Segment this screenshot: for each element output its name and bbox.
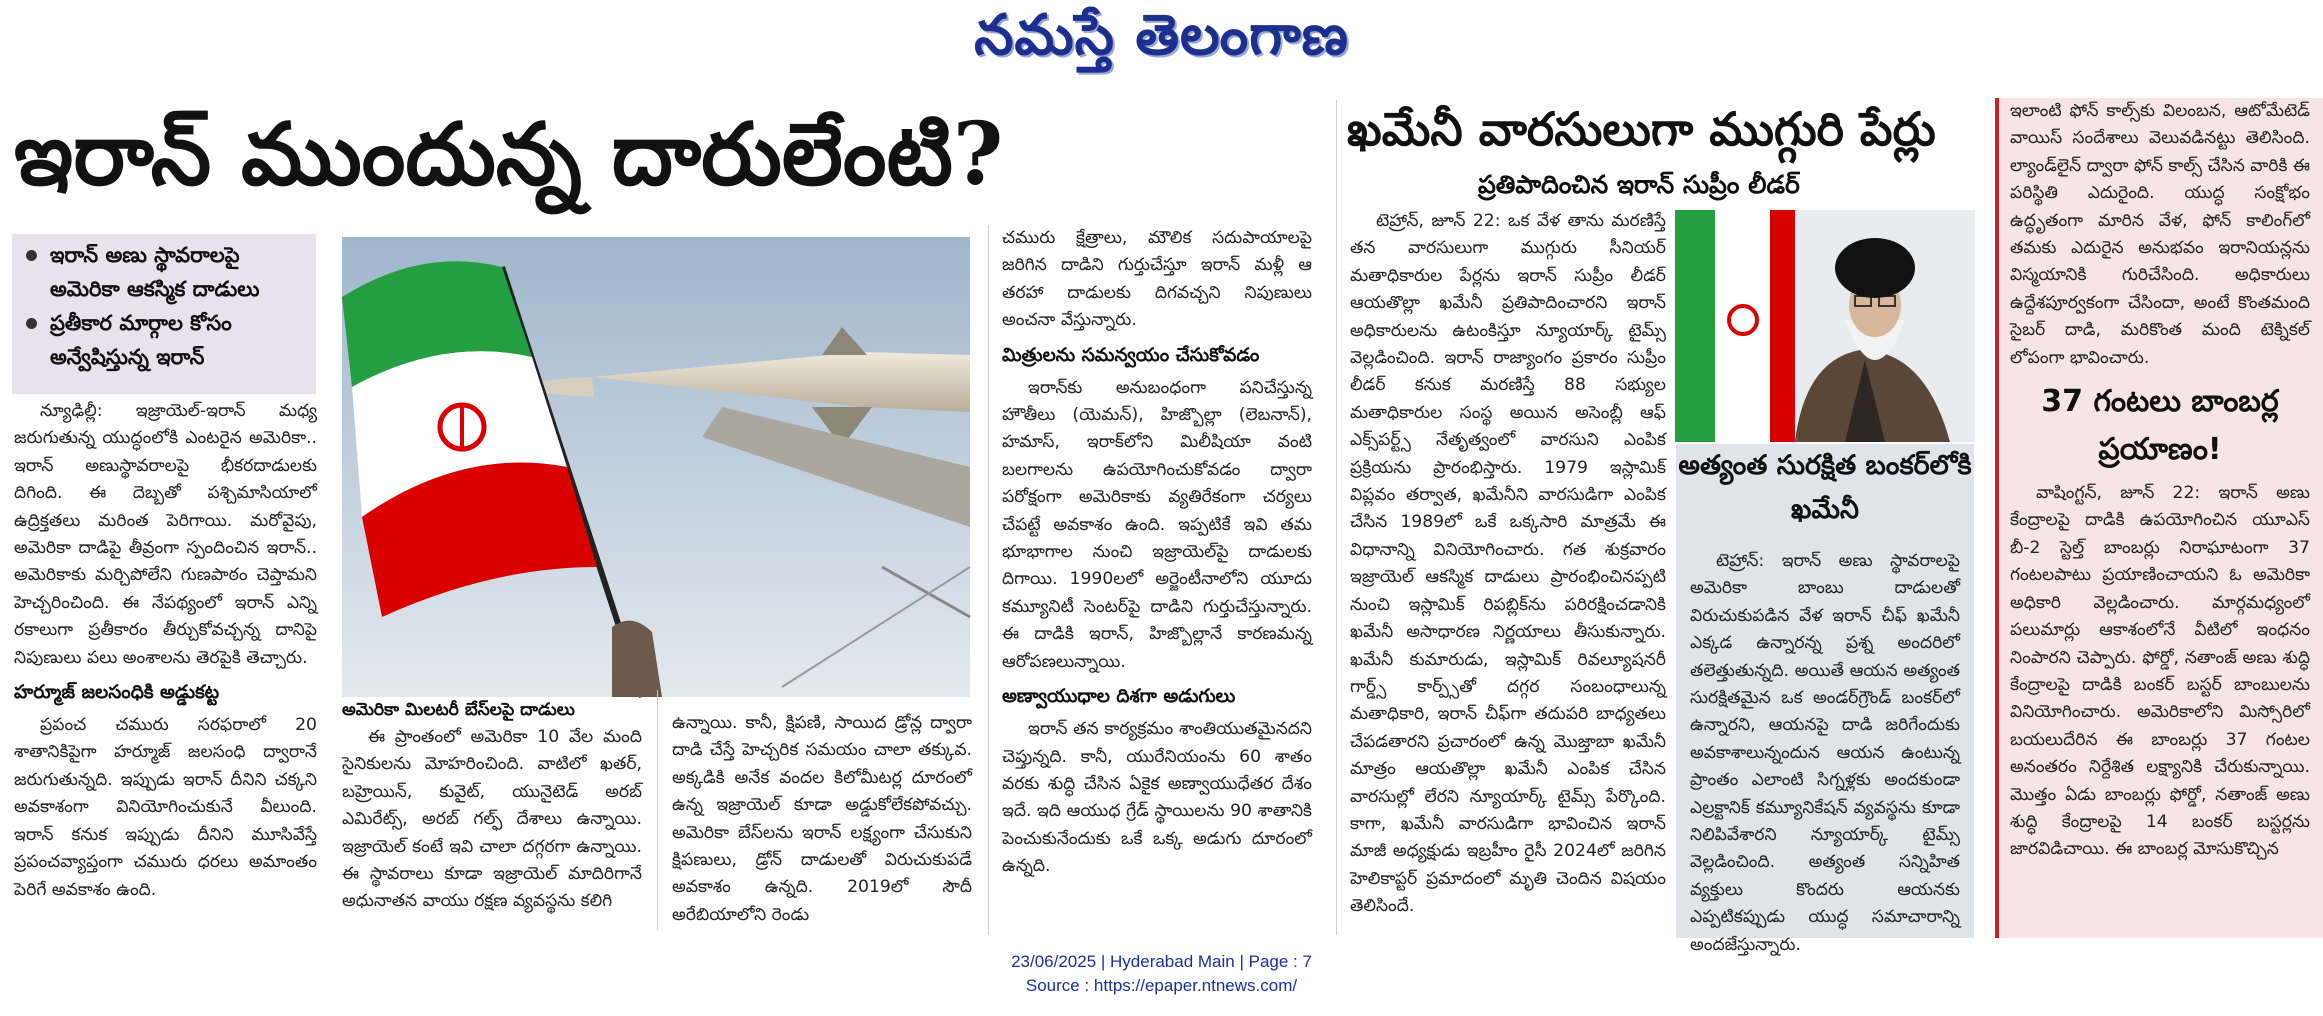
article-paragraph: చమురు క్షేత్రాలు, మౌలిక సదుపాయాలపై జరిగిన దాడిని గుర్తుచేస్తూ ఇరాన్ మళ్లీ ఆ తరహా దాడులకు దిగవచ్చని నిపుణులు అంచనా వేస్తున్నారు. — [1002, 228, 1312, 331]
article-paragraph: టెహ్రాన్: ఇరాన్ అణు స్థావరాలపై అమెరికా బాంబు దాడులతో విరుచుకుపడిన వేళ ఇరాన్ చీఫ్ ఖమేనీ ఎక్కడ ఉన్నారన్న ప్రశ్న అందరిలో తలెత్తుతున్నది. అయితే ఆయన అత్యంత సురక్షితమైన ఒక అండర్‌గ్రౌండ్ బంకర్‌లో ఉన్నారని, ఆయనపై దాడి జరిగేందుకు అవకాశాలున్నందున ఆయన ఉంటున్న ప్రాంతం ఎలాంటి సిగ్నళ్లకు అందకుండా ఎల్రక్టానిక్ కమ్యూనికేషన్ వ్యవస్థను కూడా నిలిపివేశారని న్యూయార్క్ టైమ్స్ వెల్లడించింది. అత్యంత సన్నిహిత వ్యక్తులు కొందరు ఆయనకు ఎప్పటికప్పుడు యుద్ధ సమాచారాన్ని అందజేస్తున్నారు. — [1690, 551, 1960, 955]
column-divider — [657, 690, 658, 930]
masthead-logo: నమస్తే తెలంగాణ — [974, 2, 1349, 68]
section-subhead: హర్మూజ్ జలసంధికి అడ్డుకట్ట — [14, 682, 220, 704]
side-story-body — [1350, 208, 1666, 921]
article-column-4 — [1002, 225, 1312, 881]
article-paragraph: న్యూఢిల్లీ: ఇజ్రాయెల్-ఇరాన్ మధ్య జరుగుతున్న యుద్ధంలోకి ఎంటరైన అమెరికా.. ఇరాన్ అణుస్థావరాలపై భీకరదాడులకు దిగింది. ఈ దెబ్బతో పశ్చిమాసియాలో ఉద్రిక్తతలు మరింత పెరిగాయి. మరోవైపు, అమెరికా దాడిపై తీవ్రంగా స్పందించిన ఇరాన్.. అమెరికాకు మర్చిపోలేని గుణపాఠం చెప్తామని హెచ్చరించింది. ఈ నేపథ్యంలో ఇరాన్ ఎన్ని రకాలుగా ప్రతీకారం తీర్చుకోవచ్చన్న దానిపై నిపుణులు పలు అంశాలను తెరపైకి తెచ్చారు. — [14, 401, 317, 668]
page-footer — [0, 950, 2323, 998]
article-paragraph: ఉన్నాయి. కానీ, క్షిపణి, సాయిద డ్రోన్ల ద్వారా దాడి చేస్తే హెచ్చరిక సమయం చాలా తక్కువ. అక్కడికి అనేక వందల కిలోమీటర్ల దూరంలో ఉన్న ఇజ్రాయెల్ కూడా అడ్డుకోలేకపోవచ్చు. అమెరికా బేస్‌లను ఇరాన్ లక్ష్యంగా చేసుకుని క్షిపణులు, డ్రోన్ దాడులతో విరుచుకుపడే అవకాశం ఉన్నది. 2019లో సౌదీ అరేబియాలోని రెండు — [672, 713, 972, 925]
article-paragraph: టెహ్రాన్, జూన్ 22: ఒక వేళ తాను మరణిస్తే తన వారసులుగా ముగ్గురు సీనియర్ మతాధికారుల పేర్లను ఇరాన్ సుప్రీం లీడర్ ఆయతొల్లా ఖమేనీ ప్రతిపాదించారని ఇరాన్ అధికారులను ఉటంకిస్తూ న్యూయార్క్ టైమ్స్ వెల్లడించింది. ఇరాన్ రాజ్యాంగం ప్రకారం సుప్రీం లీడర్ కనుక మరణిస్తే 88 సభ్యుల మతాధికారుల సంస్థ అయిన అసెంబ్లీ ఆఫ్ ఎక్స్‌పర్ట్స్ నేతృత్వంలో వారసుని ఎంపిక ప్రక్రియను ప్రారంభిస్తారు. 1979 ఇస్లామిక్ విప్లవం తర్వాత, ఖమేనీని వారసుడిగా ఎంపిక చేసిన 1989లో ఒకే ఒక్కసారి మాత్రమే ఈ విధానాన్ని వినియోగించారు. గత శుక్రవారం ఇజ్రాయెల్ ఆకస్మిక దాడులు ప్రారంభించినప్పటి నుంచి ఇస్లామిక్ రిపబ్లిక్‌ను పరిరక్షించడానికి ఖమేనీ అసాధారణ నిర్ణయాలు తీసుకున్నారు. ఖమేనీ కుమారుడు, ఇస్లామిక్ రివల్యూషనరీ గార్డ్స్ కార్ప్స్‌తో దగ్గర సంబంధాలున్న మతాధికారి, ఇరాన్ చీఫ్‌గా తదుపరి బాధ్యతలు చేపడతారని ప్రచారంలో ఉన్న మొజ్తాబా ఖమేనీ మాత్రం ఆయతొల్లా ఖమేనీ ఎంపిక చేసిన వారసుల్లో లేరని న్యూయార్క్ టైమ్స్ పేర్కొంది. కాగా, ఖమేనీ వారసుడిగా భావించిన ఇరాన్ మాజీ అధ్యక్షుడు ఇబ్రహీం రైసీ 2024లో జరిగిన హెలికాప్టర్ ప్రమాదంలో మృతి చెందిన విషయం తెలిసిందే. — [1350, 211, 1666, 917]
highlight-item: ఇరాన్ అణు స్థావరాలపై అమెరికా ఆకస్మిక దాడులు — [22, 238, 308, 306]
pink-sidebar-rule — [1995, 98, 1999, 938]
article-paragraph: ఇరాన్ తన కార్యక్రమం శాంతియుతమైనదని చెప్తున్నది. కానీ, యురేనియంను 60 శాతం వరకు శుద్ధి చేసిన ఏకైక అణ్వాయుధేతర దేశం ఇదే. ఇది ఆయుధ గ్రేడ్ స్థాయిలను 90 శాతానికి పెంచుకునేందుకు ఒకే ఒక్క అడుగు దూరంలో ఉన్నది. — [1002, 719, 1312, 877]
article-column-1 — [14, 398, 317, 904]
side-story-headline: ఖమేనీ వారసులుగా ముగ్గురి పేర్లు — [1347, 102, 1936, 156]
highlight-item: ప్రతీకార మార్గాల కోసం అన్వేషిస్తున్న ఇరాన్ — [22, 306, 308, 374]
main-headline: ఇరాన్ ముందున్న దారులేంటి? — [14, 104, 1004, 205]
pink-sidebar-body — [2010, 98, 2310, 864]
article-paragraph: ఇరాన్‌కు అనుబంధంగా పనిచేస్తున్న హౌతీలు (యెమన్), హిజ్బొల్లా (లెబనాన్), హమాస్, ఇరాక్‌లోని మిలీషియా వంటి బలగాలను ఉపయోగించుకోవడం ద్వారా పరోక్షంగా అమెరికాకు వ్యతిరేకంగా చర్యలు చేపట్టే అవకాశం ఉంది. ఇప్పటికే ఇవి తమ భూభాగాల నుంచి ఇజ్రాయెల్‌పై దాడులకు దిగాయి. 1990లలో అర్జెంటీనాలోని యూదు కమ్యూనిటీ సెంటర్‌పై దాడిని గుర్తుచేస్తున్నారు. ఈ దాడికి ఇరాన్, హిజ్బొల్లానే కారణమన్న ఆరోపణలున్నాయి. — [1002, 377, 1312, 672]
photo-caption: అమెరికా మిలటరీ బేస్‌లపై దాడులు — [342, 700, 575, 720]
khamenei-portrait-photo — [1675, 210, 1975, 442]
column-divider — [988, 225, 989, 935]
article-column-3 — [672, 710, 972, 929]
bunker-story-title: అత్యంత సురక్షిత బంకర్‌లోకి ఖమేనీ — [1678, 450, 1972, 525]
section-subhead: మిత్రులను సమన్వయం చేసుకోవడం — [1002, 344, 1260, 366]
highlights-box — [12, 234, 316, 394]
column-divider — [1336, 100, 1337, 935]
article-column-2 — [342, 724, 642, 916]
article-paragraph: ఇలాంటి ఫోన్ కాల్స్‌కు విలంబన, ఆటోమేటెడ్ వాయిస్ సందేశాలు వెలువడినట్టు తెలిసింది. ల్యాండ్‌లైన్ ద్వారా ఫోన్ కాల్స్ చేసిన వారికి ఈ పరిస్థితి ఎదురైంది. యుద్ధ సంక్షోభం ఉద్ధృతంగా మారిన వేళ, ఫోన్ కాలింగ్‌లో తమకు ఎదురైన అనుభవం ఇరానియన్లను విస్మయానికి గురిచేసింది. అధికారులు ఉద్దేశపూర్వకంగా చేసిందా, అంటే కొంతమంది సైబర్ దాడి, మరికొంత మంది టెక్నికల్ లోపంగా భావించారు. — [2010, 101, 2310, 368]
article-paragraph: ప్రపంచ చమురు సరఫరాలో 20 శాతానికిపైగా హర్మూజ్ జలసంధి ద్వారానే జరుగుతున్నది. ఇప్పుడు ఇరాన్ దీనిని చక్కని అవకాశంగా వినియోగించుకునే వీలుంది. ఇరాన్ కనుక ఇప్పుడు దీనిని మూసివేస్తే ప్రపంచవ్యాప్తంగా చమురు ధరలు అమాంతం పెరిగే అవకాశం ఉంది. — [14, 715, 317, 900]
article-paragraph: ఈ ప్రాంతంలో అమెరికా 10 వేల మంది సైనికులను మోహరించింది. వాటిలో ఖతర్, బహ్రెయిన్, కువైట్, యునైటెడ్ అరబ్ ఎమిరేట్స్, అరబ్ గల్ఫ్ దేశాలు ఉన్నాయి. ఇజ్రాయెల్ కంటే ఇవి చాలా దగ్గరగా ఉన్నాయి. ఈ స్థావరాలు కూడా ఇజ్రాయెల్ మాదిరిగానే అధునాతన వాయు రక్షణ వ్యవస్థను కలిగి — [342, 727, 642, 912]
iran-flag-missile-photo — [342, 237, 970, 697]
side-story-subheadline: ప్రతిపాదించిన ఇరాన్ సుప్రీం లీడర్ — [1478, 170, 1800, 199]
edition-info: 23/06/2025 | Hyderabad Main | Page : 7 — [1011, 952, 1312, 971]
section-subhead: అణ్వాయుధాల దిశగా అడుగులు — [1002, 686, 1236, 708]
source-link[interactable]: Source : https://epaper.ntnews.com/ — [1025, 976, 1298, 995]
bombers-headline: 37 గంటలు బాంబర్ల ప్రయాణం! — [2041, 384, 2279, 468]
article-paragraph: వాషింగ్టన్, జూన్ 22: ఇరాన్ అణు కేంద్రాలపై దాడికి ఉపయోగించిన యూఎస్ బీ-2 స్టెల్త్ బాంబర్లు నిరాఘాటంగా 37 గంటలపాటు ప్రయాణించాయని ఓ అమెరికా అధికారి వెల్లడించారు. మార్గమధ్యంలో పలుమార్లు ఆకాశంలోనే వీటిలో ఇంధనం నింపారని చెప్పారు. ఫోర్డో, నతాంజ్ అణు శుద్ధి కేంద్రాలపై దాడికి బంకర్ బస్టర్ బాంబులను వినియోగించారు. అమెరికాలోని మిస్సోరిలో బయలుదేరిన ఈ బాంబర్లు 37 గంటల అనంతరం నిర్దేశిత లక్ష్యానికి చేరుకున్నాయి. మొత్తం ఏడు బాంబర్లు ఫోర్డో, నతాంజ్ అణు శుద్ధి కేంద్రాలపై 14 బంకర్ బస్టర్లను జారవిడిచాయి. ఈ బాంబర్ల మోసుకొచ్చిన — [2010, 483, 2310, 860]
bunker-story-body — [1690, 548, 1960, 955]
